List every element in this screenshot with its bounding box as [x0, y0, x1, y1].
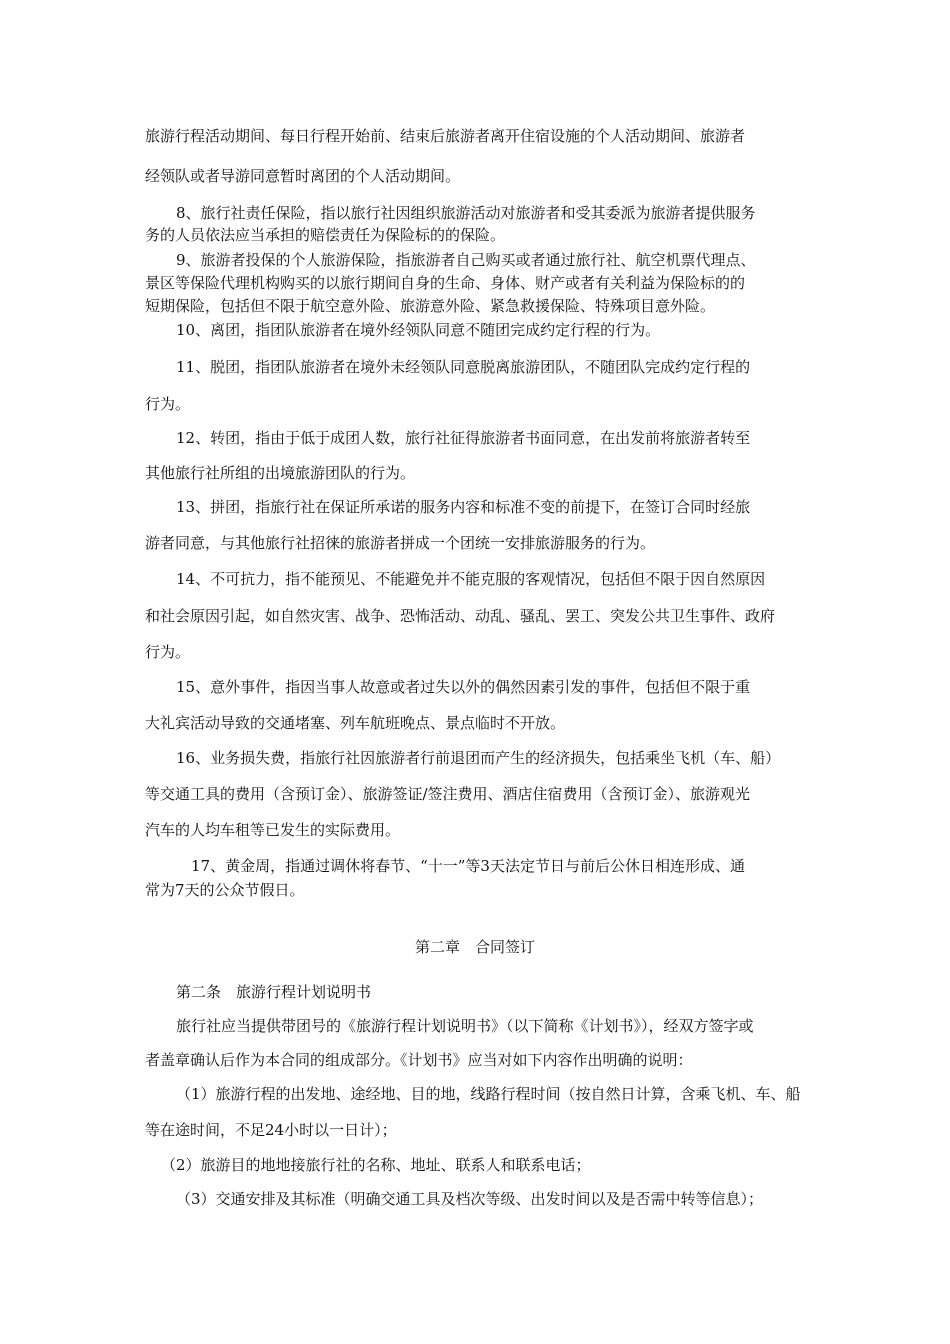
text-line: 和社会原因引起，如自然灾害、战争、恐怖活动、动乱、骚乱、罢工、突发公共卫生事件、政府 [145, 607, 776, 625]
text-line: 旅游行程活动期间、每日行程开始前、结束后旅游者离开住宿设施的个人活动期间、旅游者 [145, 127, 746, 145]
text-line: 12、转团，指由于低于成团人数，旅行社征得旅游者书面同意，在出发前将旅游者转至 [176, 429, 751, 447]
text-line: 者盖章确认后作为本合同的组成部分。《计划书》应当对如下内容作出明确的说明： [145, 1051, 693, 1069]
text-line: 15、意外事件，指因当事人故意或者过失以外的偶然因素引发的事件，包括但不限于重 [176, 678, 751, 696]
text-line: 旅行社应当提供带团号的《旅游行程计划说明书》（以下简称《计划书》），经双方签字或 [176, 1017, 754, 1035]
text-line: 行为。 [145, 643, 191, 661]
text-line: 9、旅游者投保的个人旅游保险，指旅游者自己购买或者通过旅行社、航空机票代理点、 [176, 251, 756, 269]
text-line: 短期保险，包括但不限于航空意外险、旅游意外险、紧急救援保险、特殊项目意外险。 [145, 297, 716, 315]
text-line: 13、拼团，指旅行社在保证所承诺的服务内容和标准不变的前提下，在签订合同时经旅 [176, 498, 751, 516]
text-line: 景区等保险代理机构购买的以旅行期间自身的生命、身体、财产或者有关利益为保险标的的 [145, 274, 746, 292]
list-item: （2）旅游目的地地接旅行社的名称、地址、联系人和联系电话； [161, 1156, 591, 1174]
chapter-title: 第二章 合同签订 [414, 938, 535, 956]
text-line: 游者同意，与其他旅行社招徕的旅游者拼成一个团统一安排旅游服务的行为。 [145, 534, 656, 552]
article-heading: 第二条 旅游行程计划说明书 [176, 983, 372, 1001]
list-item: （1）旅游行程的出发地、途经地、目的地，线路行程时间（按自然日计算，含乘飞机、车、船 [176, 1085, 801, 1103]
text-line: 其他旅行社所组的出境旅游团队的行为。 [145, 464, 416, 482]
text-line: 10、离团，指团队旅游者在境外经领队同意不随团完成约定行程的行为。 [176, 321, 661, 339]
text-line: 14、不可抗力，指不能预见、不能避免并不能克服的客观情况，包括但不限于因自然原因 [176, 570, 766, 588]
text-line: 等交通工具的费用（含预订金）、旅游签证/签注费用、酒店住宿费用（含预订金）、旅游观光 [145, 785, 751, 803]
text-line: 行为。 [145, 395, 191, 413]
text-line: 8、旅行社责任保险，指以旅行社因组织旅游活动对旅游者和受其委派为旅游者提供服务 [176, 204, 756, 222]
text-line: 汽车的人均车租等已发生的实际费用。 [145, 821, 401, 839]
text-line: 16、业务损失费，指旅行社因旅游者行前退团而产生的经济损失，包括乘坐飞机（车、船） [176, 749, 781, 767]
text-line: 等在途时间，不足24小时以一日计）； [145, 1121, 397, 1139]
text-line: 务的人员依法应当承担的赔偿责任为保险标的的保险。 [145, 226, 506, 244]
text-line: 经领队或者导游同意暂时离团的个人活动期间。 [145, 167, 461, 185]
text-line: 17、黄金周，指通过调休将春节、“十一”等3天法定节日与前后公休日相连形成、通 [191, 857, 745, 875]
text-line: 常为7天的公众节假日。 [145, 881, 305, 899]
text-line: 11、脱团，指团队旅游者在境外未经领队同意脱离旅游团队，不随团队完成约定行程的 [176, 358, 751, 376]
list-item: （3）交通安排及其标准（明确交通工具及档次等级、出发时间以及是否需中转等信息）； [176, 1190, 764, 1208]
text-line: 大礼宾活动导致的交通堵塞、列车航班晚点、景点临时不开放。 [145, 714, 566, 732]
